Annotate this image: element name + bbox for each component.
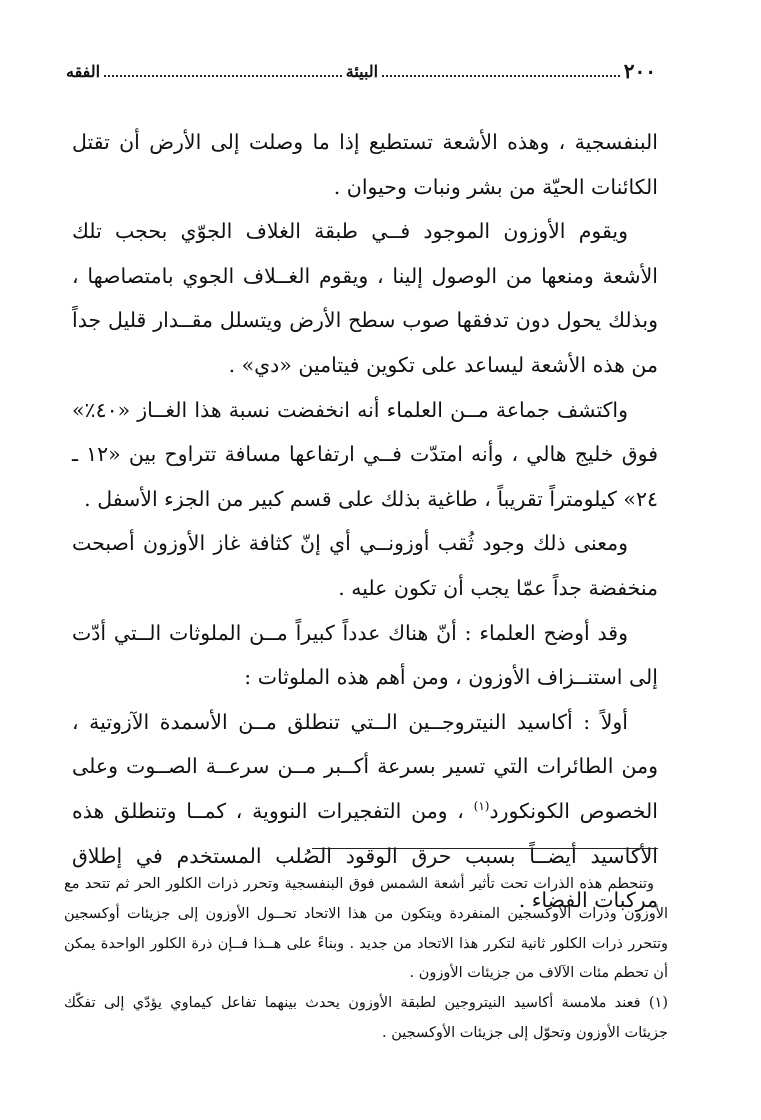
footnotes	[64, 870, 668, 1049]
main-text	[72, 120, 658, 923]
paragraph: البنفسجية ، وهذه الأشعة تستطيع إذا ما وصلت إلى الأرض أن تقتل الكائنات الحيّة من بشر ونبات وحيوان .	[72, 130, 658, 199]
paragraph: ومعنى ذلك وجود ثُقب أوزونــي أي إنّ كثافة غاز الأوزون أصبحت منخفضة جداً عمّا يجب أن تكون عليه .	[72, 531, 658, 600]
book-title: الفقه	[66, 61, 101, 81]
paragraph-text: ، ومن التفجيرات النووية ، كمــا وتنطلق هذه الأكاسيد أيضــاً بسبب حرق الوقود الصُلب المستخدم في إطلاق مركبات الفضاء .	[72, 798, 658, 913]
paragraph-text: أولاً : أكاسيد النيتروجــين الــتي تنطلق مــن الأسمدة الآزوتية ، ومن الطائرات التي تسير بسرعة أكــبر مــن سرعــة الصــوت وعلى الخصوص الكونكورد	[72, 709, 658, 823]
leader-dots	[382, 65, 620, 77]
paragraph: واكتشف جماعة مــن العلماء أنه انخفضت نسبة هذا الغــاز «٤٠٪» فوق خليج هالي ، وأنه امتدّت فــي ارتفاعها مسافة تتراوح بين «١٢ ـ ٢٤» كيلومتراً تقريباً ، طاغية بذلك على قسم كبير من الجزء الأسفل .	[72, 397, 658, 511]
running-header	[66, 56, 656, 86]
footnote-divider	[312, 848, 658, 849]
paragraph: وقد أوضح العلماء : أنّ هناك عدداً كبيراً مــن الملوثات الــتي أدّت إلى استنــزاف الأوزون ، ومن أهم هذه الملوثات :	[72, 620, 658, 690]
page-number: ٢٠٠	[623, 59, 656, 83]
leader-dots	[104, 65, 342, 77]
paragraph: ويقوم الأوزون الموجود فــي طبقة الغلاف الجوّي بحجب تلك الأشعة ومنعها من الوصول إلينا ، ويقوم الغــلاف الجوي بامتصاصها ، وبذلك يحول دون تدفقها صوب سطح الأرض ويتسلل مقــدار قليل جداً من هذه الأشعة ليساعد على تكوين فيتامين «دي» .	[72, 219, 658, 377]
footnote: وتنحطم هذه الذرات تحت تأثير أشعة الشمس فوق البنفسجية وتحرر ذرات الكلور الحر ثم تتحد مع الأوزون وذرات الأوكسجين المنفردة ويتكون من هذا الاتحاد تحــول الأوزون إلى جزيئات أوكسجين وتتحرر ذرات الكلور ثانية لتكرر هذا الاتحاد من جديد . وبناءً على هــذا فــإن ذرة الكلور الواحدة يمكن أن تحطم مئات الآلاف من جزيئات الأوزون .	[64, 876, 668, 982]
footnote-reference[interactable]: (١)	[473, 799, 490, 814]
section-title: البيئة	[345, 61, 379, 81]
footnote: (١) فعند ملامسة أكاسيد النيتروجين لطبقة الأوزون يحدث بينهما تفاعل كيماوي يؤدّي إلى تفكّك جزيئات الأوزون وتحوّل إلى جزيئات الأوكسجين .	[64, 995, 668, 1041]
